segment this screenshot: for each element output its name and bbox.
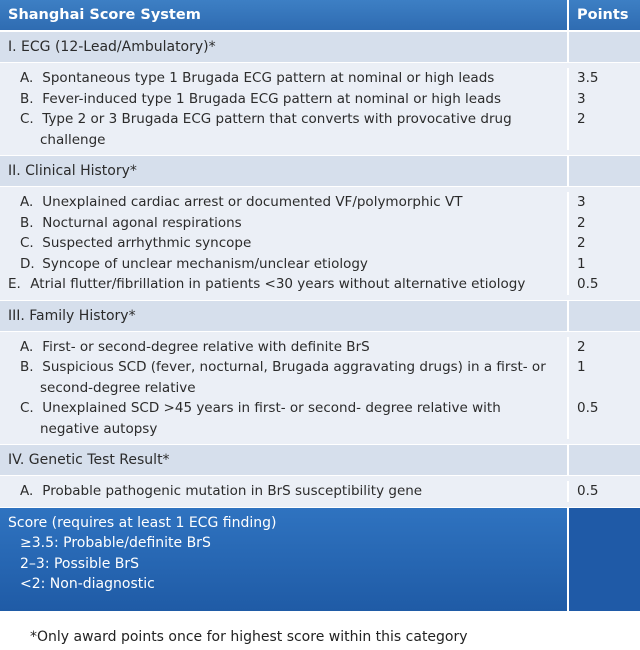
item-label: A. (20, 194, 34, 210)
item-text: Nocturnal agonal respirations (42, 214, 242, 231)
table-header (0, 0, 640, 32)
item-points: 2 (567, 109, 640, 150)
item-label: E. (8, 276, 21, 292)
table-row (0, 109, 640, 150)
table-row (0, 68, 640, 89)
section-title: II. Clinical History* (8, 163, 137, 179)
section-title: III. Family History* (8, 307, 136, 324)
item-points: 3 (567, 192, 640, 213)
item-text-continued: challenge (40, 131, 106, 148)
table-row (0, 337, 640, 358)
item-label: B. (20, 214, 34, 231)
item-label: A. (20, 338, 34, 355)
header-title: Shanghai Score System (8, 7, 201, 23)
table-row (0, 481, 640, 502)
table-row (0, 357, 640, 398)
item-points: 0.5 (567, 398, 640, 439)
item-label: B. (20, 359, 34, 375)
item-text: Spontaneous type 1 Brugada ECG pattern at nominal or high leads (42, 70, 495, 86)
footnote: *Only award points once for highest score within this category (30, 629, 468, 645)
score-row (0, 508, 640, 611)
table-row (0, 274, 640, 295)
item-text: Suspected arrhythmic syncope (42, 235, 252, 251)
table-row (0, 398, 640, 439)
section-body-ecg (0, 63, 640, 156)
item-points: 3 (567, 89, 640, 110)
section-header-ecg (0, 32, 640, 63)
item-label: C. (20, 111, 34, 127)
item-points: 1 (567, 357, 640, 398)
item-label: D. (20, 255, 35, 272)
item-text: Suspicious SCD (fever, nocturnal, Brugada aggravating drugs) in a first- or (42, 359, 546, 375)
item-points: 0.5 (567, 481, 640, 502)
item-label: A. (20, 483, 34, 499)
item-label: C. (20, 400, 34, 416)
item-points: 1 (567, 254, 640, 275)
item-text: Unexplained cardiac arrest or documented VF/polymorphic VT (42, 194, 463, 210)
item-text: Atrial flutter/fibrillation in patients <30 years without alternative etiology (30, 276, 526, 292)
item-text-continued: second-degree relative (40, 379, 196, 396)
score-title: Score (requires at least 1 ECG finding) (8, 514, 277, 531)
score-line: <2: Non-diagnostic (20, 576, 155, 592)
item-text: Unexplained SCD >45 years in first- or second- degree relative with (42, 400, 501, 416)
table-row (0, 233, 640, 254)
item-points: 2 (567, 337, 640, 358)
item-text: Syncope of unclear mechanism/unclear etiology (42, 255, 368, 272)
table-row (0, 254, 640, 275)
table-row (0, 89, 640, 110)
section-title: IV. Genetic Test Result* (8, 452, 170, 468)
item-text: Fever-induced type 1 Brugada ECG pattern at nominal or high leads (42, 90, 501, 107)
item-text: Probable pathogenic mutation in BrS susceptibility gene (42, 483, 423, 499)
section-body-clinical-history (0, 187, 640, 301)
score-line: ≥3.5: Probable/definite BrS (20, 535, 211, 551)
item-points: 2 (567, 213, 640, 234)
item-points: 0.5 (567, 274, 640, 295)
section-body-genetic-test (0, 476, 640, 508)
section-header-clinical-history (0, 156, 640, 187)
item-label: C. (20, 235, 34, 251)
section-header-genetic-test (0, 445, 640, 476)
item-text-continued: negative autopsy (40, 420, 158, 437)
section-title: I. ECG (12-Lead/Ambulatory)* (8, 39, 216, 55)
item-label: B. (20, 90, 34, 107)
section-header-family-history (0, 301, 640, 332)
item-points: 3.5 (567, 68, 640, 89)
item-text: Type 2 or 3 Brugada ECG pattern that converts with provocative drug (42, 111, 512, 127)
item-points: 2 (567, 233, 640, 254)
header-points: Points (567, 0, 640, 30)
item-label: A. (20, 70, 34, 86)
table-row (0, 213, 640, 234)
table-row (0, 192, 640, 213)
score-line: 2–3: Possible BrS (20, 555, 140, 572)
section-body-family-history (0, 332, 640, 446)
item-text: First- or second-degree relative with definite BrS (42, 338, 370, 355)
